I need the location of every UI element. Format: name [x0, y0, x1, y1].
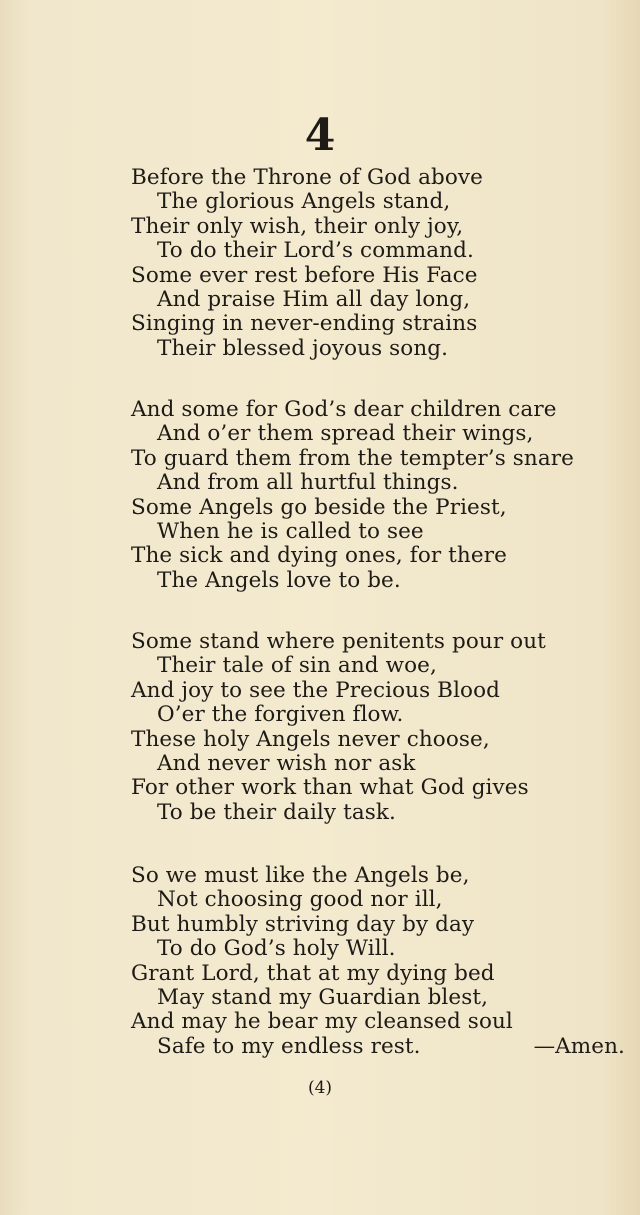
amen: —Amen. — [533, 1033, 625, 1059]
verse-line: And joy to see the Precious Blood — [131, 677, 501, 703]
verse-line: May stand my Guardian blest, — [157, 984, 489, 1010]
verse-line: To be their daily task. — [157, 799, 396, 825]
verse-line: For other work than what God gives — [131, 775, 529, 801]
stanza-4 — [131, 864, 631, 1059]
verse-line: Singing in never-ending strains — [131, 311, 478, 337]
hymn-number: 4 — [304, 110, 336, 161]
verse-line: And never wish nor ask — [157, 750, 416, 776]
verse-line: Before the Throne of God above — [131, 165, 483, 190]
stanza-3 — [131, 630, 631, 825]
stanza-1 — [131, 166, 631, 361]
verse-line: The sick and dying ones, for there — [131, 543, 507, 569]
verse-line: The glorious Angels stand, — [157, 189, 451, 215]
verse-line: O’er the forgiven flow. — [157, 702, 404, 728]
verse-line: Some ever rest before His Face — [131, 262, 478, 288]
verse-line: Not choosing good nor ill, — [157, 887, 443, 913]
verse-line: When he is called to see — [157, 518, 424, 544]
verse-line: Some Angels go beside the Priest, — [131, 494, 507, 520]
verse-line: Grant Lord, that at my dying bed — [131, 960, 495, 986]
verse-line: And o’er them spread their wings, — [157, 421, 534, 447]
verse-line: And from all hurtful things. — [157, 470, 459, 496]
verse-line: So we must like the Angels be, — [131, 863, 470, 888]
page-number: (4) — [307, 1078, 333, 1098]
verse-line-final — [131, 1035, 631, 1059]
stanza-2 — [131, 398, 631, 593]
verse-line: To do God’s holy Will. — [157, 936, 396, 962]
verse-line: To do their Lord’s command. — [157, 238, 474, 264]
verse-line: Their tale of sin and woe, — [157, 653, 437, 679]
verse-line-final-text: Safe to my endless rest. — [157, 1033, 421, 1059]
verse-line: And praise Him all day long, — [157, 286, 471, 312]
verse-line: Their blessed joyous song. — [157, 335, 449, 361]
verse-line: These holy Angels never choose, — [131, 726, 490, 752]
verse-line: Some stand where penitents pour out — [131, 629, 546, 654]
verse-line: And some for God’s dear children care — [131, 397, 557, 422]
verse-line: And may he bear my cleansed soul — [131, 1009, 513, 1035]
verse-line: Their only wish, their only joy, — [131, 213, 464, 239]
verse-line: To guard them from the tempter’s snare — [131, 445, 574, 471]
verse-line: The Angels love to be. — [157, 567, 401, 593]
verse-line: But humbly striving day by day — [131, 911, 475, 937]
